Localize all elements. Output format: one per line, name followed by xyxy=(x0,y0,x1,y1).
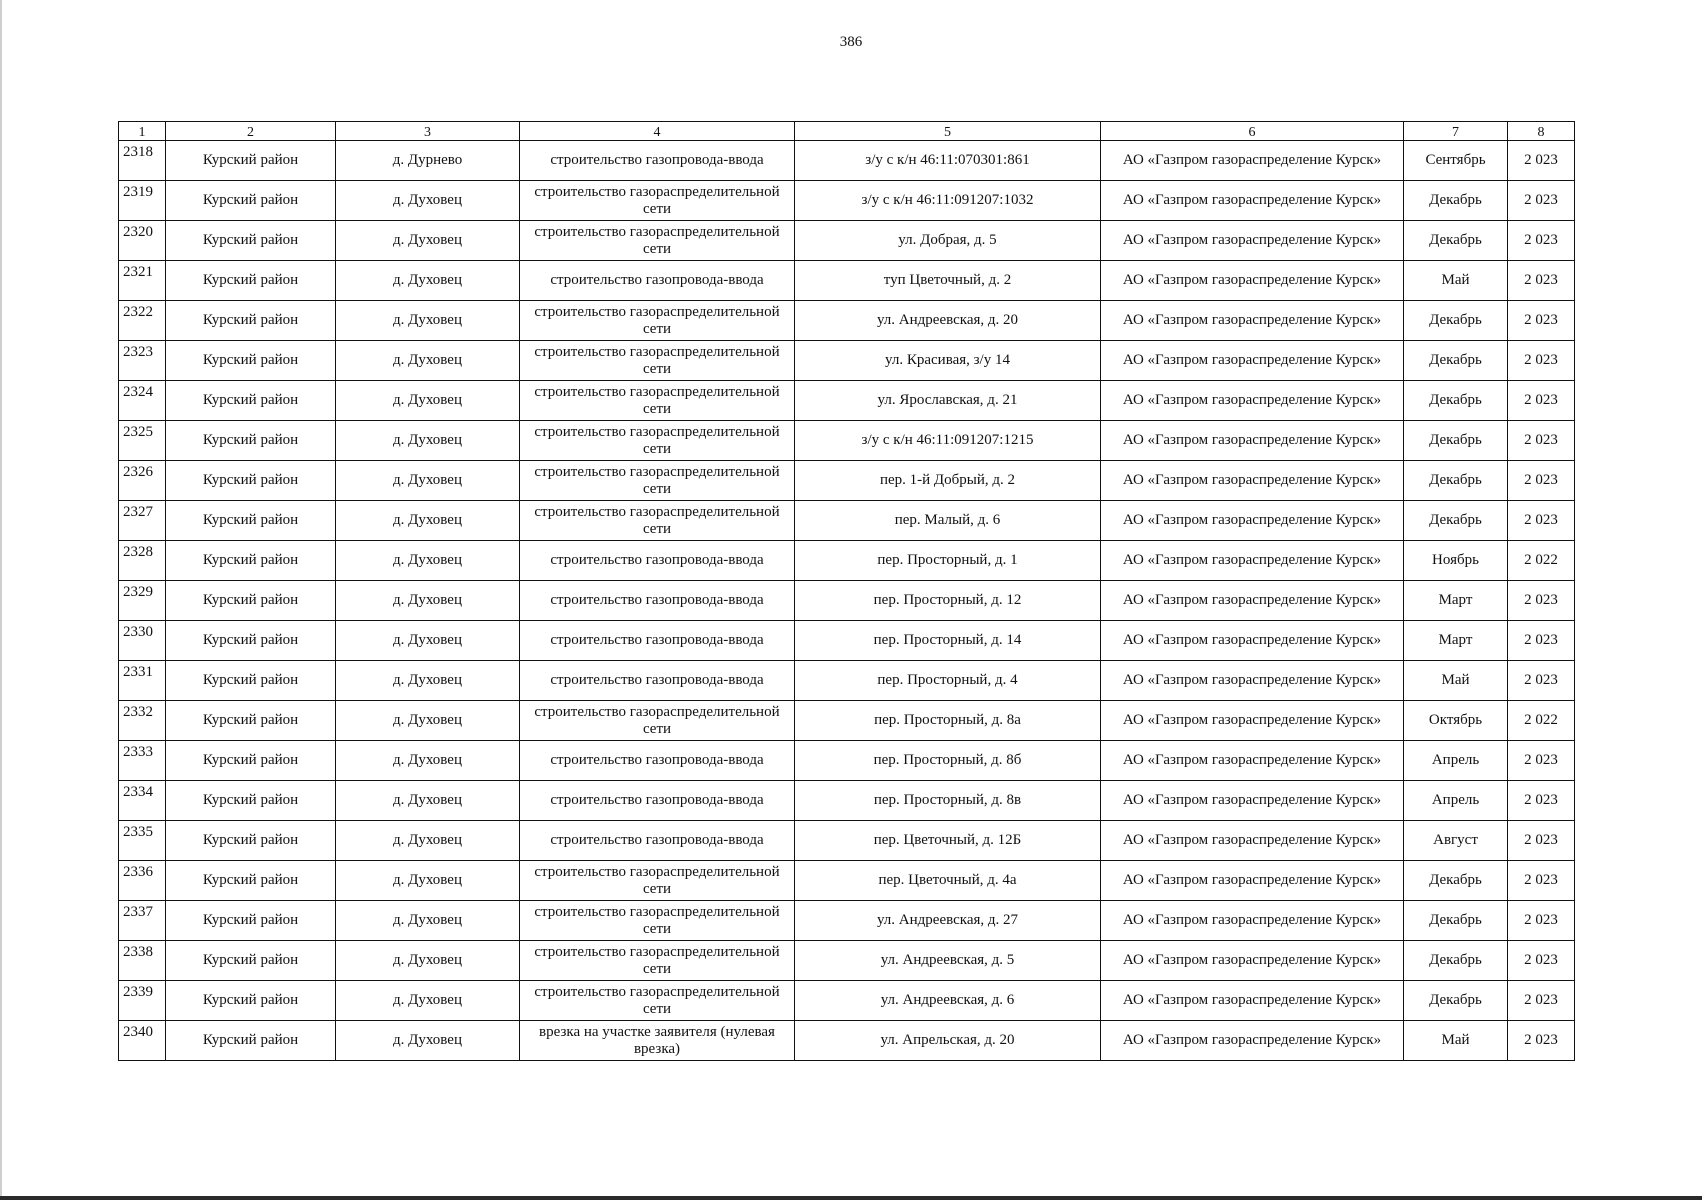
work-type-cell: строительство газопровода-ввода xyxy=(520,821,795,861)
year-cell: 2 023 xyxy=(1508,621,1575,661)
settlement-cell: д. Духовец xyxy=(336,701,520,741)
settlement-cell: д. Духовец xyxy=(336,1021,520,1061)
work-type-cell: строительство газопровода-ввода xyxy=(520,141,795,181)
district-cell: Курский район xyxy=(166,741,336,781)
work-type-cell: строительство газопровода-ввода xyxy=(520,541,795,581)
operator-cell: АО «Газпром газораспределение Курск» xyxy=(1101,941,1404,981)
row-number: 2325 xyxy=(119,421,166,461)
work-type-cell: строительство газораспределительной сети xyxy=(520,221,795,261)
district-cell: Курский район xyxy=(166,461,336,501)
row-number: 2326 xyxy=(119,461,166,501)
district-cell: Курский район xyxy=(166,581,336,621)
work-type-cell: врезка на участке заявителя (нулевая врезка) xyxy=(520,1021,795,1061)
table-row xyxy=(119,421,1575,461)
district-cell: Курский район xyxy=(166,541,336,581)
column-header: 5 xyxy=(795,122,1101,141)
table-row xyxy=(119,181,1575,221)
month-cell: Октябрь xyxy=(1404,701,1508,741)
year-cell: 2 023 xyxy=(1508,901,1575,941)
row-number: 2323 xyxy=(119,341,166,381)
address-cell: ул. Апрельская, д. 20 xyxy=(795,1021,1101,1061)
table-row xyxy=(119,821,1575,861)
month-cell: Декабрь xyxy=(1404,421,1508,461)
work-type-cell: строительство газопровода-ввода xyxy=(520,661,795,701)
operator-cell: АО «Газпром газораспределение Курск» xyxy=(1101,261,1404,301)
month-cell: Август xyxy=(1404,821,1508,861)
month-cell: Декабрь xyxy=(1404,861,1508,901)
work-type-cell: строительство газораспределительной сети xyxy=(520,301,795,341)
address-cell: пер. 1-й Добрый, д. 2 xyxy=(795,461,1101,501)
year-cell: 2 023 xyxy=(1508,181,1575,221)
district-cell: Курский район xyxy=(166,261,336,301)
table-row xyxy=(119,781,1575,821)
settlement-cell: д. Дурнево xyxy=(336,141,520,181)
row-number: 2324 xyxy=(119,381,166,421)
district-cell: Курский район xyxy=(166,621,336,661)
settlement-cell: д. Духовец xyxy=(336,661,520,701)
scan-edge xyxy=(0,1196,1702,1200)
month-cell: Декабрь xyxy=(1404,981,1508,1021)
settlement-cell: д. Духовец xyxy=(336,381,520,421)
address-cell: пер. Цветочный, д. 4а xyxy=(795,861,1101,901)
month-cell: Декабрь xyxy=(1404,381,1508,421)
operator-cell: АО «Газпром газораспределение Курск» xyxy=(1101,981,1404,1021)
table-row xyxy=(119,981,1575,1021)
work-type-cell: строительство газораспределительной сети xyxy=(520,981,795,1021)
table-row xyxy=(119,501,1575,541)
row-number: 2327 xyxy=(119,501,166,541)
settlement-cell: д. Духовец xyxy=(336,541,520,581)
scan-edge xyxy=(0,0,2,1200)
column-header: 4 xyxy=(520,122,795,141)
settlement-cell: д. Духовец xyxy=(336,501,520,541)
settlement-cell: д. Духовец xyxy=(336,981,520,1021)
table-row xyxy=(119,1021,1575,1061)
operator-cell: АО «Газпром газораспределение Курск» xyxy=(1101,821,1404,861)
month-cell: Май xyxy=(1404,1021,1508,1061)
month-cell: Ноябрь xyxy=(1404,541,1508,581)
operator-cell: АО «Газпром газораспределение Курск» xyxy=(1101,701,1404,741)
work-type-cell: строительство газораспределительной сети xyxy=(520,341,795,381)
operator-cell: АО «Газпром газораспределение Курск» xyxy=(1101,181,1404,221)
district-cell: Курский район xyxy=(166,341,336,381)
row-number: 2339 xyxy=(119,981,166,1021)
row-number: 2319 xyxy=(119,181,166,221)
operator-cell: АО «Газпром газораспределение Курск» xyxy=(1101,421,1404,461)
row-number: 2320 xyxy=(119,221,166,261)
year-cell: 2 022 xyxy=(1508,701,1575,741)
month-cell: Май xyxy=(1404,261,1508,301)
address-cell: туп Цветочный, д. 2 xyxy=(795,261,1101,301)
work-type-cell: строительство газопровода-ввода xyxy=(520,741,795,781)
work-type-cell: строительство газораспределительной сети xyxy=(520,181,795,221)
year-cell: 2 023 xyxy=(1508,741,1575,781)
row-number: 2340 xyxy=(119,1021,166,1061)
district-cell: Курский район xyxy=(166,781,336,821)
settlement-cell: д. Духовец xyxy=(336,621,520,661)
year-cell: 2 023 xyxy=(1508,781,1575,821)
address-cell: ул. Ярославская, д. 21 xyxy=(795,381,1101,421)
year-cell: 2 022 xyxy=(1508,541,1575,581)
work-type-cell: строительство газораспределительной сети xyxy=(520,381,795,421)
table-row xyxy=(119,381,1575,421)
operator-cell: АО «Газпром газораспределение Курск» xyxy=(1101,541,1404,581)
table-row xyxy=(119,141,1575,181)
address-cell: ул. Андреевская, д. 20 xyxy=(795,301,1101,341)
district-cell: Курский район xyxy=(166,501,336,541)
month-cell: Декабрь xyxy=(1404,341,1508,381)
year-cell: 2 023 xyxy=(1508,821,1575,861)
district-cell: Курский район xyxy=(166,941,336,981)
month-cell: Декабрь xyxy=(1404,181,1508,221)
district-cell: Курский район xyxy=(166,221,336,261)
table-row xyxy=(119,741,1575,781)
operator-cell: АО «Газпром газораспределение Курск» xyxy=(1101,781,1404,821)
row-number: 2318 xyxy=(119,141,166,181)
work-type-cell: строительство газораспределительной сети xyxy=(520,421,795,461)
settlement-cell: д. Духовец xyxy=(336,261,520,301)
month-cell: Декабрь xyxy=(1404,221,1508,261)
address-cell: пер. Просторный, д. 8в xyxy=(795,781,1101,821)
settlement-cell: д. Духовец xyxy=(336,181,520,221)
district-cell: Курский район xyxy=(166,981,336,1021)
district-cell: Курский район xyxy=(166,421,336,461)
settlement-cell: д. Духовец xyxy=(336,941,520,981)
year-cell: 2 023 xyxy=(1508,421,1575,461)
address-cell: ул. Андреевская, д. 27 xyxy=(795,901,1101,941)
address-cell: ул. Красивая, з/у 14 xyxy=(795,341,1101,381)
month-cell: Апрель xyxy=(1404,741,1508,781)
operator-cell: АО «Газпром газораспределение Курск» xyxy=(1101,621,1404,661)
work-type-cell: строительство газопровода-ввода xyxy=(520,581,795,621)
address-cell: з/у с к/н 46:11:070301:861 xyxy=(795,141,1101,181)
settlement-cell: д. Духовец xyxy=(336,421,520,461)
row-number: 2322 xyxy=(119,301,166,341)
column-number-row xyxy=(119,122,1575,141)
year-cell: 2 023 xyxy=(1508,661,1575,701)
address-cell: ул. Добрая, д. 5 xyxy=(795,221,1101,261)
operator-cell: АО «Газпром газораспределение Курск» xyxy=(1101,861,1404,901)
settlement-cell: д. Духовец xyxy=(336,581,520,621)
operator-cell: АО «Газпром газораспределение Курск» xyxy=(1101,301,1404,341)
month-cell: Апрель xyxy=(1404,781,1508,821)
row-number: 2334 xyxy=(119,781,166,821)
year-cell: 2 023 xyxy=(1508,461,1575,501)
address-cell: пер. Малый, д. 6 xyxy=(795,501,1101,541)
work-type-cell: строительство газораспределительной сети xyxy=(520,501,795,541)
district-cell: Курский район xyxy=(166,381,336,421)
operator-cell: АО «Газпром газораспределение Курск» xyxy=(1101,341,1404,381)
address-cell: пер. Просторный, д. 8б xyxy=(795,741,1101,781)
address-cell: ул. Андреевская, д. 6 xyxy=(795,981,1101,1021)
row-number: 2329 xyxy=(119,581,166,621)
settlement-cell: д. Духовец xyxy=(336,221,520,261)
row-number: 2335 xyxy=(119,821,166,861)
work-type-cell: строительство газораспределительной сети xyxy=(520,461,795,501)
work-type-cell: строительство газораспределительной сети xyxy=(520,861,795,901)
column-header: 2 xyxy=(166,122,336,141)
column-header: 8 xyxy=(1508,122,1575,141)
table-row xyxy=(119,861,1575,901)
settlement-cell: д. Духовец xyxy=(336,861,520,901)
address-cell: пер. Цветочный, д. 12Б xyxy=(795,821,1101,861)
column-header: 7 xyxy=(1404,122,1508,141)
row-number: 2330 xyxy=(119,621,166,661)
address-cell: ул. Андреевская, д. 5 xyxy=(795,941,1101,981)
month-cell: Декабрь xyxy=(1404,301,1508,341)
district-cell: Курский район xyxy=(166,901,336,941)
year-cell: 2 023 xyxy=(1508,1021,1575,1061)
work-type-cell: строительство газораспределительной сети xyxy=(520,901,795,941)
settlement-cell: д. Духовец xyxy=(336,461,520,501)
column-header: 1 xyxy=(119,122,166,141)
year-cell: 2 023 xyxy=(1508,261,1575,301)
table-row xyxy=(119,661,1575,701)
year-cell: 2 023 xyxy=(1508,981,1575,1021)
table-row xyxy=(119,901,1575,941)
operator-cell: АО «Газпром газораспределение Курск» xyxy=(1101,461,1404,501)
month-cell: Март xyxy=(1404,621,1508,661)
work-type-cell: строительство газопровода-ввода xyxy=(520,261,795,301)
table-row xyxy=(119,461,1575,501)
column-header: 3 xyxy=(336,122,520,141)
district-cell: Курский район xyxy=(166,1021,336,1061)
table-row xyxy=(119,621,1575,661)
operator-cell: АО «Газпром газораспределение Курск» xyxy=(1101,141,1404,181)
page-number: 386 xyxy=(839,34,863,50)
row-number: 2338 xyxy=(119,941,166,981)
table-row xyxy=(119,221,1575,261)
operator-cell: АО «Газпром газораспределение Курск» xyxy=(1101,1021,1404,1061)
address-cell: з/у с к/н 46:11:091207:1215 xyxy=(795,421,1101,461)
year-cell: 2 023 xyxy=(1508,341,1575,381)
work-type-cell: строительство газопровода-ввода xyxy=(520,781,795,821)
operator-cell: АО «Газпром газораспределение Курск» xyxy=(1101,381,1404,421)
district-cell: Курский район xyxy=(166,821,336,861)
year-cell: 2 023 xyxy=(1508,941,1575,981)
table-row xyxy=(119,261,1575,301)
work-type-cell: строительство газораспределительной сети xyxy=(520,701,795,741)
district-cell: Курский район xyxy=(166,141,336,181)
table-row xyxy=(119,581,1575,621)
year-cell: 2 023 xyxy=(1508,861,1575,901)
month-cell: Декабрь xyxy=(1404,461,1508,501)
work-type-cell: строительство газопровода-ввода xyxy=(520,621,795,661)
settlement-cell: д. Духовец xyxy=(336,341,520,381)
district-cell: Курский район xyxy=(166,181,336,221)
year-cell: 2 023 xyxy=(1508,221,1575,261)
settlement-cell: д. Духовец xyxy=(336,821,520,861)
operator-cell: АО «Газпром газораспределение Курск» xyxy=(1101,901,1404,941)
address-cell: пер. Просторный, д. 12 xyxy=(795,581,1101,621)
row-number: 2333 xyxy=(119,741,166,781)
address-cell: пер. Просторный, д. 14 xyxy=(795,621,1101,661)
district-cell: Курский район xyxy=(166,661,336,701)
table-row xyxy=(119,941,1575,981)
operator-cell: АО «Газпром газораспределение Курск» xyxy=(1101,501,1404,541)
table-row xyxy=(119,301,1575,341)
district-cell: Курский район xyxy=(166,861,336,901)
month-cell: Декабрь xyxy=(1404,901,1508,941)
district-cell: Курский район xyxy=(166,701,336,741)
row-number: 2328 xyxy=(119,541,166,581)
year-cell: 2 023 xyxy=(1508,301,1575,341)
address-cell: з/у с к/н 46:11:091207:1032 xyxy=(795,181,1101,221)
table-body xyxy=(119,141,1575,1061)
year-cell: 2 023 xyxy=(1508,581,1575,621)
month-cell: Сентябрь xyxy=(1404,141,1508,181)
work-type-cell: строительство газораспределительной сети xyxy=(520,941,795,981)
address-cell: пер. Просторный, д. 1 xyxy=(795,541,1101,581)
settlement-cell: д. Духовец xyxy=(336,901,520,941)
year-cell: 2 023 xyxy=(1508,501,1575,541)
district-cell: Курский район xyxy=(166,301,336,341)
operator-cell: АО «Газпром газораспределение Курск» xyxy=(1101,581,1404,621)
operator-cell: АО «Газпром газораспределение Курск» xyxy=(1101,741,1404,781)
row-number: 2321 xyxy=(119,261,166,301)
operator-cell: АО «Газпром газораспределение Курск» xyxy=(1101,661,1404,701)
operator-cell: АО «Газпром газораспределение Курск» xyxy=(1101,221,1404,261)
month-cell: Март xyxy=(1404,581,1508,621)
address-cell: пер. Просторный, д. 8а xyxy=(795,701,1101,741)
row-number: 2337 xyxy=(119,901,166,941)
month-cell: Май xyxy=(1404,661,1508,701)
address-cell: пер. Просторный, д. 4 xyxy=(795,661,1101,701)
settlement-cell: д. Духовец xyxy=(336,781,520,821)
table-row xyxy=(119,341,1575,381)
table-row xyxy=(119,541,1575,581)
row-number: 2332 xyxy=(119,701,166,741)
month-cell: Декабрь xyxy=(1404,941,1508,981)
column-header: 6 xyxy=(1101,122,1404,141)
year-cell: 2 023 xyxy=(1508,141,1575,181)
settlement-cell: д. Духовец xyxy=(336,741,520,781)
month-cell: Декабрь xyxy=(1404,501,1508,541)
year-cell: 2 023 xyxy=(1508,381,1575,421)
row-number: 2336 xyxy=(119,861,166,901)
settlement-cell: д. Духовец xyxy=(336,301,520,341)
table-row xyxy=(119,701,1575,741)
gas-registry-table xyxy=(118,121,1575,1061)
row-number: 2331 xyxy=(119,661,166,701)
